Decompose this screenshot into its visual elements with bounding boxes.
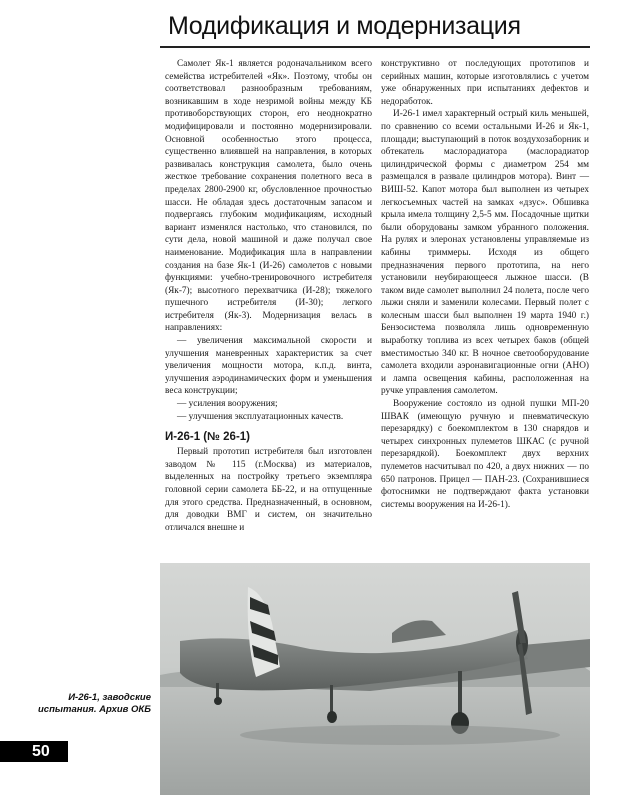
page-title: Модификация и модернизация: [168, 12, 521, 40]
section-paragraph: Первый прототип истребителя был изготовлен заводом № 115 (г.Москва) из материалов, выделенных на постройку третьего экземпляра головной серии самолета ББ-22, и на отпущенные для этого средства. Предназначенный, в основном, для доводки ВМГ и систем, он значительно отличался внешне и: [165, 447, 372, 533]
page-number: 50: [32, 743, 50, 760]
photo-caption: И-26-1, заводские испытания. Архив ОКБ: [38, 692, 151, 715]
left-text-column: [165, 58, 372, 534]
description-paragraph: И-26-1 имел характерный острый киль меньшей, по сравнению со всеми остальными И-26 и Як-1, площади; выступающий в поток воздухозаборник и обтекатель маслорадиатора (маслорадиатор цилиндрической формы с диаметром 254 мм размещался в развале цилиндров мотора). Винт — ВИШ-52. Капот мотора был выполнен из четырех легкосъемных частей на замках «дзус». Обшивка крыла имела толщину 2,5-5 мм. Посадочные щитки были оборудованы замком убранного положения. На рулях и элеронах установлены управляемые из кабины триммеры. Исходя из общего предназначения первого прототипа, на него установили неубирающееся лыжное шасси. (В таком виде самолет выполнил 24 полета, после чего лыжи сняли и заменили колесами. Первый полет с колесным шасси был выполнен 19 марта 1940 г.) Бензосистема позволяла лишь одновременную выработку топлива из всех четырех баков (общей вместимостью 340 кг. В ночное светооборудование самолета входили аэронавигационные огни (АНО) и лампа освещения кабины, расположенная на ручке управления самолетом.: [381, 109, 589, 397]
aircraft-photo: [160, 563, 590, 795]
list-item: — увеличения максимальной скорости и улучшения маневренных характеристик за счет увеличения мощности мотора, к.п.д. винта, улучшения аэродинамических форм и уменьшения веса конструкции;: [165, 336, 372, 397]
list-item: — усиления вооружения;: [177, 399, 278, 410]
list-item: — улучшения эксплуатационных качеств.: [177, 411, 344, 422]
intro-paragraph: Самолет Як-1 является родоначальником всего семейства истребителей «Як». Поэтому, чтобы он соответствовал разнообразным требованиям, возникавшим в ходе незримой войны между КБ противоборствующих сторон, его неоднократно модифицировали и постоянно модернизировали. Основной особенностью этого процесса, существенно влиявшей на направления, в которых развивалась конструкция самолета, было очень жесткое требование сохранения полетного веса в пределах 2800-2900 кг, обусловленное прочностью шасси. Не обладая здесь достаточным запасом и подвергаясь глубоким модификациям, исходный вариант изменялся настолько, что становился, по сути дела, новой машиной и даже получал свое наименование. Модификация шла в направлении создания на базе Як-1 (И-26) самолетов с новыми функциями: учебно-тренировочного истребителя (Як-7); высотного перехватчика (И-28); тяжелого пушечного истребителя (И-30); легкого истребителя (Як-3). Модернизация велась в направлениях:: [165, 59, 372, 334]
armament-paragraph: Вооружение состояло из одной пушки МП-20 ШВАК (имеющую ручную и пневматическую перезарядку) с боекомплектом в 130 снарядов и четырех синхронных пулеметов ШКАС (с ручной перезарядкой). Боекомплект двух верхних пулеметов насчитывал по 420, а двух нижних — по 650 патронов. Прицел — ПАН-23. (Сохранившиеся фотоснимки не подтверждают факта установки системы вооружения на И-26-1).: [381, 399, 589, 510]
continued-paragraph: конструктивно от последующих прототипов и серийных машин, которые изготовлялись с учетом уже обнаруженных при испытаниях дефектов и недоработок.: [381, 59, 589, 107]
title-underline: [160, 46, 590, 48]
aircraft-photo-icon: [160, 563, 590, 795]
right-text-column: [381, 58, 589, 511]
section-heading: И-26-1 (№ 26-1): [165, 431, 250, 444]
